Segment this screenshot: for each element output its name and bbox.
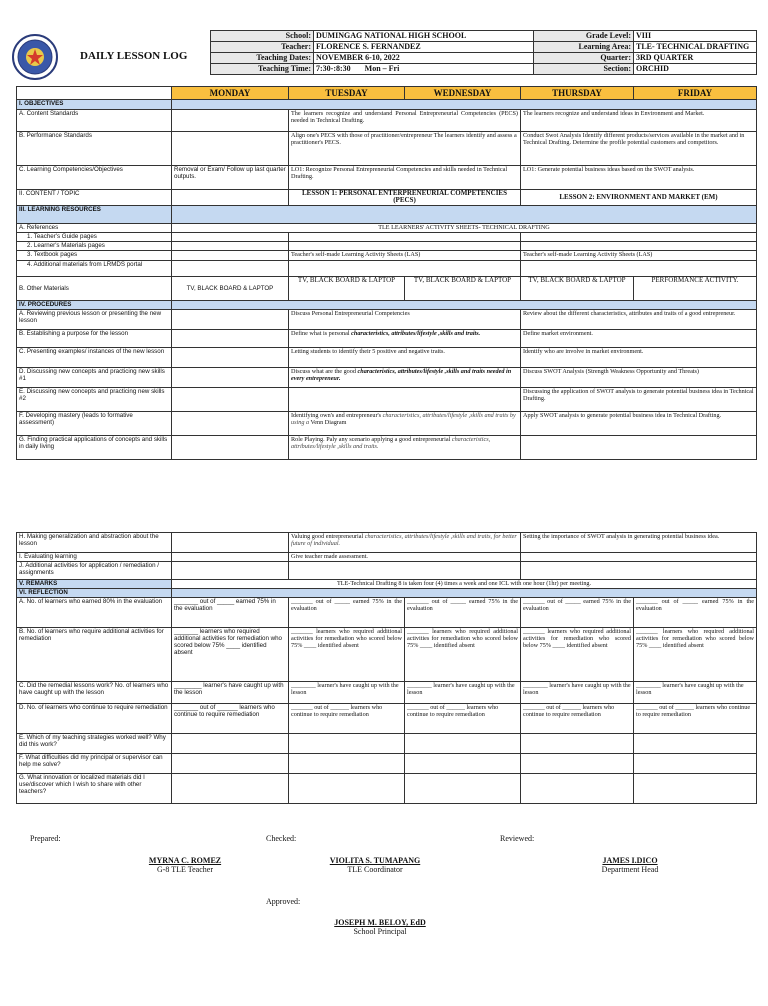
row-proc-e: E. Discussing new concepts and practicing new skills #2 (17, 388, 172, 412)
day-friday: FRIDAY (634, 87, 757, 100)
row-proc-h: H. Making generalization and abstraction about the lesson (17, 533, 172, 553)
row-references: A. References (17, 224, 172, 233)
section-procedures: IV. PROCEDURES (17, 301, 172, 310)
ref-a-fri: _______ out of _____ earned 75% in the evaluation (634, 598, 757, 628)
remarks-text: TLE-Technical Drafting 8 is taken four (4) times a week and one ICL with one hour (1hr) per meeting. (172, 580, 757, 589)
row-proc-f: F. Developing mastery (leads to formative assessment) (17, 412, 172, 436)
dates-label: Teaching Dates: (211, 53, 314, 64)
day-monday: MONDAY (172, 87, 289, 100)
proc-d-tue-text: Discuss what are the good (291, 368, 358, 375)
reviewed-label: Reviewed: (500, 834, 535, 843)
approved-signature (300, 918, 460, 936)
comp-tue: LO1: Recognize Personal Entrepreneurial Competencies and skills needed in Technical Drafting. (289, 166, 521, 190)
ref-b-fri: _______ learners who required additional activities for remediation who scored below 75% ____ identified absent (634, 628, 757, 682)
other-mon: TV, BLACK BOARD & LAPTOP (172, 277, 289, 301)
proc-b-tue-text: Define what is personal (291, 330, 352, 337)
row-ref-b: B. No. of learners who require additional activities for remediation (17, 628, 172, 682)
proc-h-thu: Setting the importance of SWOT analysis in generating potential business idea. (521, 533, 757, 553)
lesson2-title: LESSON 2: ENVIRONMENT AND MARKET (EM) (521, 190, 757, 206)
lesson-log-table-part2 (16, 532, 757, 804)
row-textbook-pages: 3. Textbook pages (17, 251, 172, 261)
prepared-signature (110, 856, 260, 874)
perf-std-tue: Align one's PECS with those of practitioner/entrepreneur The learners identify and assess a practitioner's PECS. (289, 132, 521, 166)
ref-a-mon: _______ out of _____ earned 75% in the evaluation (172, 598, 289, 628)
time-label: Teaching Time: (211, 64, 314, 75)
row-proc-d: D. Discussing new concepts and practicing new skills #1 (17, 368, 172, 388)
ref-c-thu: ________ learner's have caught up with the lesson (521, 682, 634, 704)
proc-b-tue (289, 330, 521, 348)
ref-b-mon: _______ learners who required additional activities for remediation who scored below 75% ____ identified absent (172, 628, 289, 682)
proc-f-tue-text: Identifying own's and entrepreneur's (291, 412, 383, 419)
lesson-log-table-part1 (16, 86, 757, 460)
quarter-label: Quarter: (534, 53, 634, 64)
section-label: Section: (534, 64, 634, 75)
row-ref-a: A. No. of learners who earned 80% in the evaluation (17, 598, 172, 628)
ref-a-wed: _______ out of _____ earned 75% in the evaluation (405, 598, 521, 628)
teacher-value: FLORENCE S. FERNANDEZ (314, 42, 534, 53)
ref-d-wed: _______ out of ______ learners who continue to require remediation (405, 704, 521, 734)
content-std-tue: The learners recognize and understand Personal Entrepreneurial Competencies (PECS) needed in Technical Drafting. (289, 110, 521, 132)
row-content-standards: A. Content Standards (17, 110, 172, 132)
proc-i-tue: Give teacher made assessment. (289, 553, 521, 562)
content-std-thu: The learners recognize and understand ideas in Environment and Market. (521, 110, 757, 132)
proc-a-thu: Review about the different characteristics, attributes and traits of a good entrepreneur. (521, 310, 757, 330)
grade-value: VIII (634, 31, 757, 42)
proc-e-thu: Discussing the application of SWOT analysis to generate potential business idea in Technical Drafting. (521, 388, 757, 412)
row-proc-j: J. Additional activities for application / remediation / assignments (17, 562, 172, 580)
proc-c-thu: Identify who are involve in market environment. (521, 348, 757, 368)
section-reflection: VI. REFLECTION (17, 589, 172, 598)
las-sheets: TLE LEARNERS' ACTIVITY SHEETS- TECHNICAL DRAFTING (172, 224, 757, 233)
time-range: 7:30-:8:30 (316, 64, 351, 73)
ref-c-tue: ________ learner's have caught up with the lesson (289, 682, 405, 704)
proc-g-tue (289, 436, 521, 460)
proc-g-tue-text: Role Playing. Paly any scenario applying a good entrepreneurial (291, 436, 452, 443)
time-value (314, 64, 534, 75)
school-label: School: (211, 31, 314, 42)
row-proc-a: A. Reviewing previous lesson or presenting the new lesson (17, 310, 172, 330)
ref-a-tue: _______ out of _____ earned 75% in the evaluation (289, 598, 405, 628)
time-days: Mon – Fri (364, 64, 400, 73)
proc-c-tue: Letting students to identify their 5 positive and negative traits. (289, 348, 521, 368)
proc-f-tue-emph: characteristics, attributes/lifestyle ,skills and traits by using a (291, 412, 516, 426)
checked-label: Checked: (266, 834, 297, 843)
row-proc-b: B. Establishing a purpose for the lesson (17, 330, 172, 348)
prepared-name: MYRNA C. ROMEZ (148, 856, 222, 865)
ref-c-wed: ________ learner's have caught up with the lesson (405, 682, 521, 704)
ref-d-mon: _______ out of ______ learners who continue to require remediation (172, 704, 289, 734)
ref-b-thu: _______ learners who required additional activities for remediation who scored below 75% ____ identified absent (521, 628, 634, 682)
proc-f-tue (289, 412, 521, 436)
proc-f-thu: Apply SWOT analysis to generate potential business idea in Technical Drafting. (521, 412, 757, 436)
ref-a-thu: _______ out of _____ earned 75% in the evaluation (521, 598, 634, 628)
row-ref-f: F. What difficulties did my principal or supervisor can help me solve? (17, 754, 172, 774)
approved-name: JOSEPH M. BELOY, EdD (334, 918, 426, 927)
row-ref-c: C. Did the remedial lessons work? No. of learners who have caught up with the lesson (17, 682, 172, 704)
row-ref-e: E. Which of my teaching strategies worked well? Why did this work? (17, 734, 172, 754)
dates-value: NOVEMBER 6-10, 2022 (314, 53, 534, 64)
other-fri: PERFORMANCE ACTIVITY. (634, 277, 757, 301)
reviewed-name: JAMES I.DICO (602, 856, 658, 865)
row-proc-i: I. Evaluating learning (17, 553, 172, 562)
proc-b-tue-emph: characteristics, attributes/lifestyle ,skills and traits. (351, 330, 481, 337)
checked-role: TLE Coordinator (347, 865, 403, 874)
proc-h-tue-emph: characteristics, attributes/lifestyle ,skills and traits, for better future of individual. (291, 533, 517, 547)
area-label: Learning Area: (534, 42, 634, 53)
row-other-materials: B. Other Materials (17, 277, 172, 301)
reviewed-role: Department Head (601, 865, 659, 874)
row-proc-c: C. Presenting examples/ instances of the new lesson (17, 348, 172, 368)
header-table (210, 30, 757, 75)
proc-f-tue-venn: Venn Diagram (309, 419, 347, 426)
ref-d-tue: _______ out of ______ learners who continue to require remediation (289, 704, 405, 734)
checked-name: VIOLITA S. TUMAPANG (329, 856, 421, 865)
row-proc-g: G. Finding practical applications of concepts and skills in daily living (17, 436, 172, 460)
textbook-tue: Teacher's self-made Learning Activity Sheets (LAS) (289, 251, 521, 261)
proc-a-tue: Discuss Personal Entrepreneurial Competencies (289, 310, 521, 330)
lesson1-title: LESSON 1: PERSONAL ENTERPRENEURIAL COMPETENCIES (PECS) (289, 190, 521, 206)
row-content-topic: II. CONTENT / TOPIC (17, 190, 172, 206)
section-remarks: V. REMARKS (17, 580, 172, 589)
proc-d-tue (289, 368, 521, 388)
ref-b-tue: _______ learners who required additional activities for remediation who scored below 75% ____ identified absent (289, 628, 405, 682)
day-tuesday: TUESDAY (289, 87, 405, 100)
deped-seal-logo (12, 34, 58, 80)
textbook-thu: Teacher's self-made Learning Activity Sheets (LAS) (521, 251, 757, 261)
ref-d-thu: _______ out of ______ learners who continue to require remediation (521, 704, 634, 734)
ref-d-fri: _______ out of ______ learners who continue to require remediation (634, 704, 757, 734)
comp-thu: LO1: Generate potential business ideas based on the SWOT analysis. (521, 166, 757, 190)
row-ref-d: D. No. of learners who continue to require remediation (17, 704, 172, 734)
row-learning-competencies: C. Learning Competencies/Objectives (17, 166, 172, 190)
day-thursday: THURSDAY (521, 87, 634, 100)
teacher-label: Teacher: (211, 42, 314, 53)
proc-g-tue-emph: characteristics, attributes/lifestyle ,skills and traits. (291, 436, 491, 450)
approved-role: School Principal (353, 927, 407, 936)
grade-label: Grade Level: (534, 31, 634, 42)
comp-mon: Removal or Exam/ Follow up last quarter outputs. (172, 166, 289, 190)
ref-b-wed: _______ learners who required additional activities for remediation who scored below 75% ____ identified absent (405, 628, 521, 682)
proc-h-tue-text: Valuing good entrepreneurial (291, 533, 365, 540)
day-wednesday: WEDNESDAY (405, 87, 521, 100)
quarter-value: 3RD QUARTER (634, 53, 757, 64)
proc-b-thu: Define market environment. (521, 330, 757, 348)
ref-c-fri: ________ learner's have caught up with the lesson (634, 682, 757, 704)
section-learning-resources: III. LEARNING RESOURCES (17, 206, 172, 224)
area-value: TLE- TECHNICAL DRAFTING (634, 42, 757, 53)
proc-d-thu: Discuss SWOT Analysis (Strength Weakness Opportunity and Threats) (521, 368, 757, 388)
section-value: ORCHID (634, 64, 757, 75)
other-thu: TV, BLACK BOARD & LAPTOP (521, 277, 634, 301)
page-title: DAILY LESSON LOG (80, 50, 188, 62)
proc-h-tue (289, 533, 521, 553)
row-ref-g: G. What innovation or localized materials did I use/discover which I wish to share with other teachers? (17, 774, 172, 804)
reviewed-signature (555, 856, 705, 874)
proc-d-tue-emph: characteristics, attributes/lifestyle ,skills and traits needed in every entrepreneur. (291, 368, 512, 382)
row-lm-pages: 2. Learner's Materials pages (17, 242, 172, 251)
school-value: DUMINGAG NATIONAL HIGH SCHOOL (314, 31, 534, 42)
other-wed: TV, BLACK BOARD & LAPTOP (405, 277, 521, 301)
prepared-label: Prepared: (30, 834, 61, 843)
section-objectives: I. OBJECTIVES (17, 100, 172, 110)
perf-std-thu: Conduct Swot Analysis Identify different products/services available in the market and in Technical Drafting. Determine the profile potential customers and competitors. (521, 132, 757, 166)
prepared-role: G-8 TLE Teacher (156, 865, 213, 874)
checked-signature (300, 856, 450, 874)
row-lrmds: 4. Additional materials from LRMDS portal (17, 261, 172, 277)
ref-c-mon: ________ learner's have caught up with the lesson (172, 682, 289, 704)
other-tue: TV, BLACK BOARD & LAPTOP (289, 277, 405, 301)
approved-label: Approved: (266, 897, 301, 906)
row-performance-standards: B. Performance Standards (17, 132, 172, 166)
row-tg-pages: 1. Teacher's Guide pages (17, 233, 172, 242)
